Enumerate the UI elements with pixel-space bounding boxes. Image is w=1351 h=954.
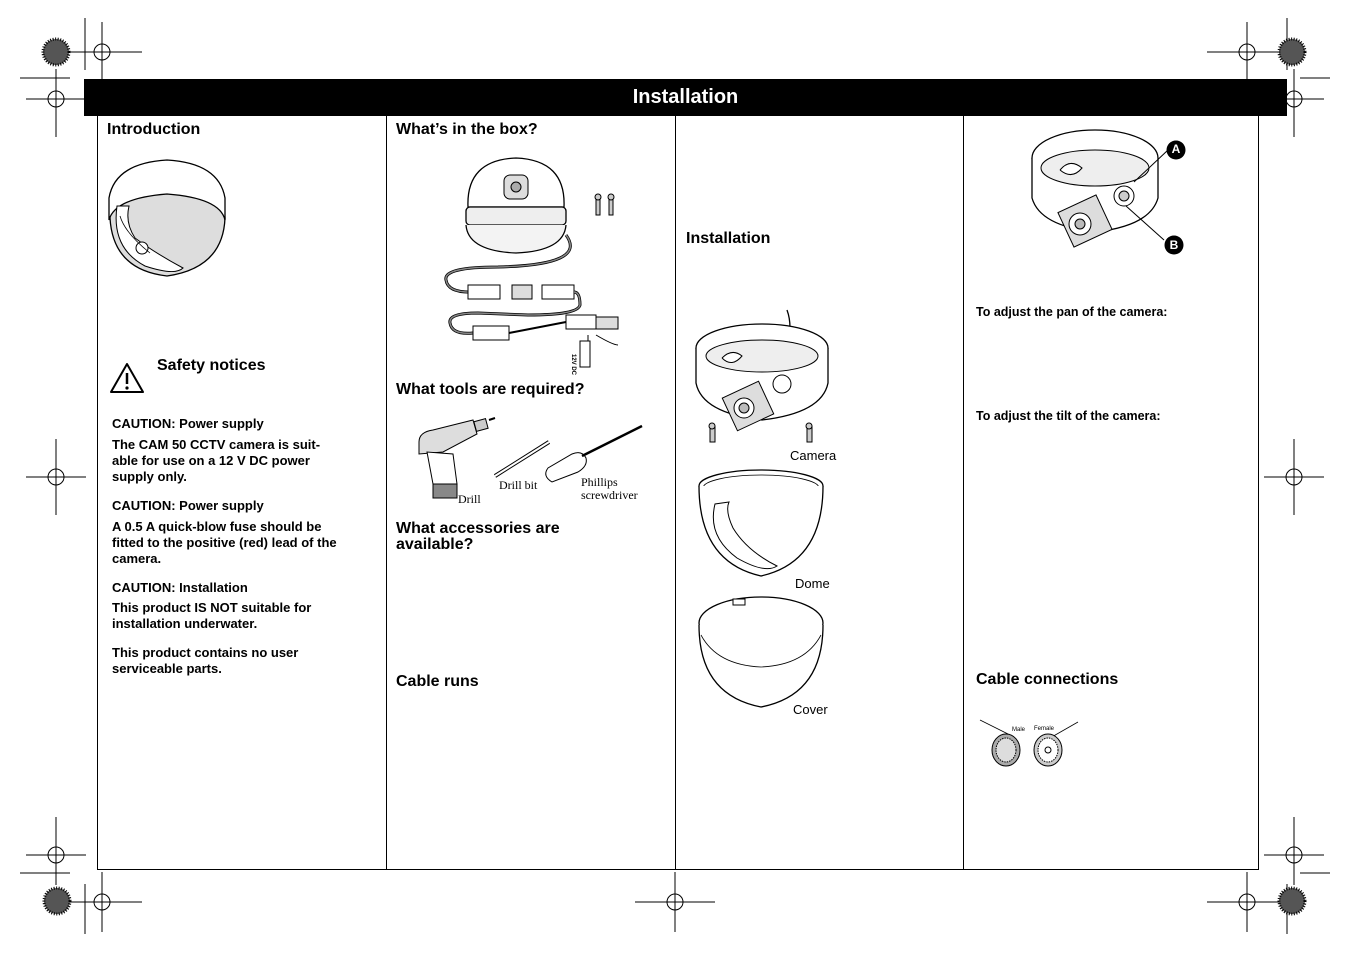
whats-in-the-box-heading: What’s in the box? xyxy=(396,121,538,138)
column-divider xyxy=(1258,116,1259,870)
cable-tag-label: 12V DC xyxy=(570,354,576,376)
pan-adjust-heading: To adjust the pan of the camera: xyxy=(976,305,1168,319)
dome-label: Dome xyxy=(795,576,830,591)
caution-title: CAUTION: Installation xyxy=(112,580,248,595)
column-divider xyxy=(675,116,676,870)
drill-bit-label: Drill bit xyxy=(499,478,538,492)
cover-label: Cover xyxy=(793,702,828,717)
warning-icon xyxy=(109,362,145,394)
page-title: Installation xyxy=(84,79,1287,116)
introduction-heading: Introduction xyxy=(107,121,201,138)
box-contents-illustration xyxy=(438,155,638,370)
callout-a: A xyxy=(1171,142,1181,156)
caution-text: This product IS NOT suitable for installation underwater. xyxy=(112,600,312,631)
connector-male-label: Male xyxy=(1012,727,1026,733)
column-divider xyxy=(386,116,387,870)
cable-runs-heading: Cable runs xyxy=(396,673,479,690)
caution-text: A 0.5 A quick-blow fuse should be fitted to the positive (red) lead of the camera. xyxy=(112,519,337,566)
cable-connections-heading: Cable connections xyxy=(976,671,1119,688)
accessories-heading: What accessories are available? xyxy=(396,520,560,553)
callout-b: B xyxy=(1169,238,1179,252)
bottom-rule xyxy=(97,869,1259,870)
caution-text: The CAM 50 CCTV camera is suit- able for use on a 12 V DC power supply only. xyxy=(112,437,321,484)
dome-illustration xyxy=(697,466,832,578)
camera-adjust-illustration xyxy=(1030,128,1230,263)
connector-female-label: Female xyxy=(1034,726,1055,732)
column-divider xyxy=(963,116,964,870)
drill-icon xyxy=(413,414,493,499)
installation-heading: Installation xyxy=(686,230,771,247)
caution-title: CAUTION: Power supply xyxy=(112,416,264,431)
dome-camera-illustration xyxy=(105,158,230,278)
tilt-adjust-heading: To adjust the tilt of the camera: xyxy=(976,409,1161,423)
column-divider xyxy=(97,116,98,870)
caution-title: CAUTION: Power supply xyxy=(112,498,264,513)
cover-illustration xyxy=(697,595,832,710)
camera-mount-illustration xyxy=(692,308,842,453)
no-serviceable-parts-note: This product contains no user serviceable parts. xyxy=(112,645,299,676)
camera-label: Camera xyxy=(790,448,837,463)
safety-notices-heading: Safety notices xyxy=(157,357,266,374)
screwdriver-label: Phillips screwdriver xyxy=(581,475,638,502)
connectors-illustration xyxy=(978,716,1083,781)
tools-required-heading: What tools are required? xyxy=(396,381,585,398)
drill-label: Drill xyxy=(458,492,481,506)
